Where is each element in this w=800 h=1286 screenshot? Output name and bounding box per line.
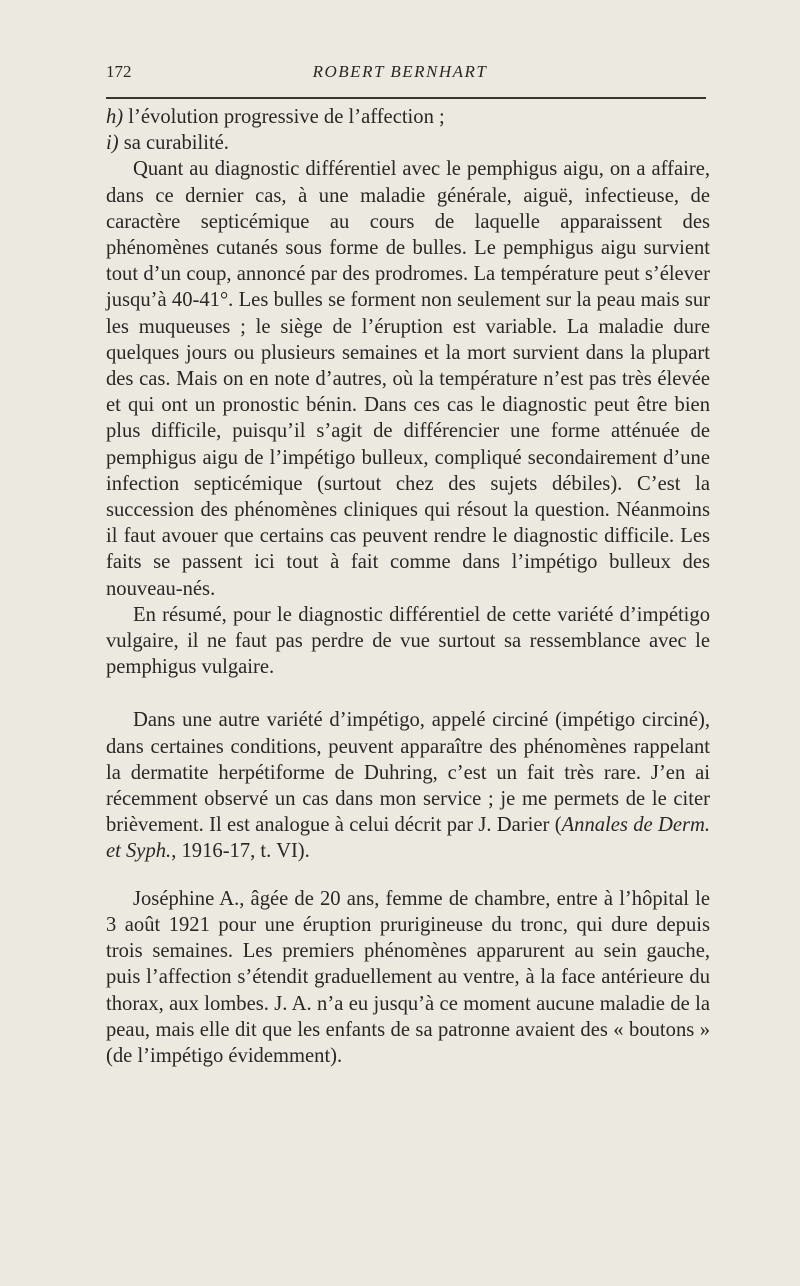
list-item-h	[106, 104, 710, 130]
paragraph-en-resume: En résumé, pour le diagnostic différentiel de cette variété d’impétigo vulgaire, il ne faut pas perdre de vue surtout sa ressemblance avec le pemphigus vulgaire.	[106, 603, 710, 679]
item-i-text: sa curabilité.	[118, 132, 229, 155]
para3-end: , 1916-17, t. VI).	[171, 840, 310, 863]
paragraph-gap	[106, 865, 710, 886]
para3-text: Dans une autre variété d’impétigo, appelé circiné (impétigo circiné), dans certaines conditions, peuvent apparaître des phénomènes rappelant la dermatite herpétiforme de Duhring, c’est un fait très rare. J’en ai récemment observé un cas dans mon service ; je me permets de le citer brièvement. Il est analogue à celui décrit par J. Darier (	[106, 709, 710, 837]
body-text	[106, 104, 710, 1069]
paragraph-impetigo-circine	[106, 707, 710, 864]
item-h-text: l’évolution progressive de l’affection ;	[123, 106, 445, 128]
page-number: 172	[106, 62, 132, 81]
header-rule	[106, 97, 706, 99]
item-h-marker: h)	[106, 106, 124, 128]
item-i-marker: i)	[106, 132, 119, 155]
list-item-i	[106, 130, 710, 156]
paragraph-pemphigus-aigu: Quant au diagnostic différentiel avec le pemphigus aigu, on a affaire, dans ce dernier cas, à une maladie générale, aiguë, infectieuse, de caractère septicémique au cours de laquelle apparaissent des phénomènes cutanés sous forme de bulles. Le pemphigus aigu survient tout d’un coup, annoncé par des prodromes. La température peut s’élever jusqu’à 40-41°. Les bulles se forment non seulement sur la peau mais sur les muqueuses ; le siège de l’éruption est variable. La maladie dure quelques jours ou plusieurs semaines et la mort survient dans la plupart des cas. Mais on en note d’autres, où la température n’est pas très élevée et qui ont un pronostic bénin. Dans ces cas le diagnostic peut être bien plus difficile, puisqu’il s’agit de différencier une forme atténuée de pemphigus aigu de l’impétigo bulleux, compliqué secondairement d’une infection septicémique (surtout chez des sujets débiles). C’est la succession des phénomènes cliniques qui résout la question. Néanmoins il faut avouer que certains cas peuvent rendre le diagnostic difficile. Les faits se passent ici tout à fait comme dans l’impétigo bulleux des nouveau-nés.	[106, 158, 710, 600]
running-title: ROBERT BERNHART	[312, 62, 488, 81]
paragraph-case-josephine: Joséphine A., âgée de 20 ans, femme de chambre, entre à l’hôpital le 3 août 1921 pour une éruption prurigineuse du tronc, qui dure depuis trois semaines. Les premiers phénomènes apparurent au sein gauche, puis l’affection s’étendit graduellement au ventre, à la face antérieure du thorax, aux lombes. J. A. n’a eu jusqu’à ce moment aucune maladie de la peau, mais elle dit que les enfants de sa patronne avaient des « boutons » (de l’impétigo évidemment).	[106, 887, 710, 1067]
journal-citation: Annales de Derm. et Syph.	[106, 814, 711, 863]
paragraph-gap	[106, 680, 710, 707]
